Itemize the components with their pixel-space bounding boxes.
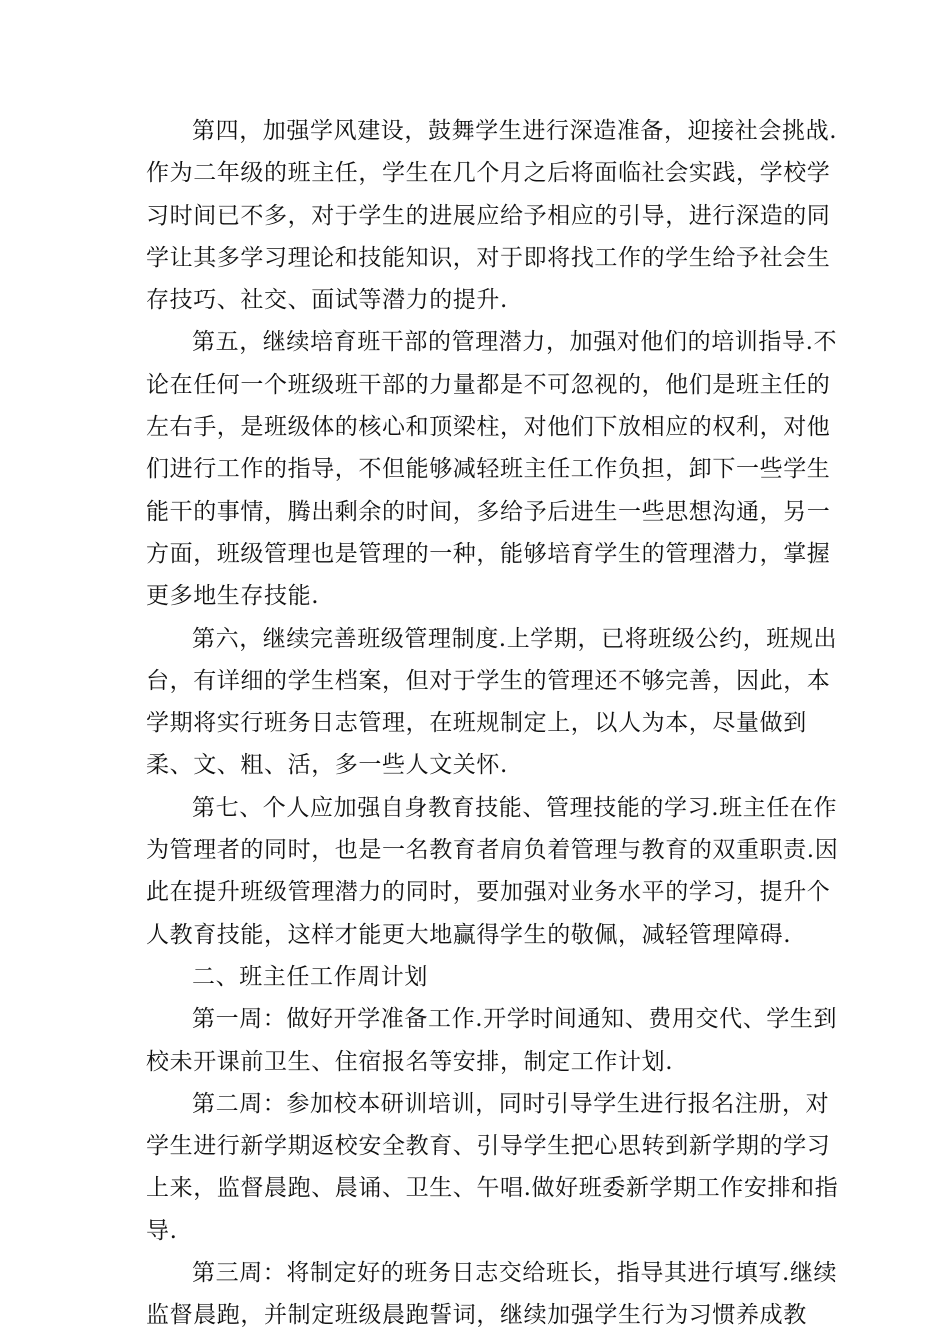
text-line: 存技巧、社交、面试等潜力的提升. [146,287,508,314]
text-line: 第二周：参加校本研训培训，同时引导学生进行报名注册，对 [192,1090,830,1117]
text-line: 更多地生存技能. [146,583,320,610]
text-line: 为管理者的同时，也是一名教育者肩负着管理与教育的双重职责.因 [146,837,839,864]
text-line: 学生进行新学期返校安全教育、引导学生把心思转到新学期的学习 [146,1133,831,1160]
text-line: 论在任何一个班级班干部的力量都是不可忽视的，他们是班主任的 [146,371,831,398]
text-line: 校未开课前卫生、住宿报名等安排，制定工作计划. [146,1048,674,1075]
text-line: 柔、文、粗、活，多一些人文关怀. [146,752,508,779]
text-line: 作为二年级的班主任，学生在几个月之后将面临社会实践，学校学 [146,160,831,187]
text-line: 习时间已不多，对于学生的进展应给予相应的引导，进行深造的同 [146,202,831,229]
text-line: 第一周：做好开学准备工作.开学时间通知、费用交代、学生到 [192,1006,838,1033]
text-line: 第七、个人应加强自身教育技能、管理技能的学习.班主任在作 [192,794,838,821]
text-line: 第三周：将制定好的班务日志交给班长，指导其进行填写.继续 [192,1260,838,1287]
text-line: 上来，监督晨跑、晨诵、卫生、午唱.做好班委新学期工作安排和指 [146,1175,839,1202]
text-line: 此在提升班级管理潜力的同时，要加强对业务水平的学习，提升个 [146,879,831,906]
text-line: 台，有详细的学生档案，但对于学生的管理还不够完善，因此，本 [146,667,831,694]
text-line: 学让其多学习理论和技能知识，对于即将找工作的学生给予社会生 [146,244,831,271]
text-line: 第五，继续培育班干部的管理潜力，加强对他们的培训指导.不 [192,329,838,356]
text-line: 第四，加强学风建设，鼓舞学生进行深造准备，迎接社会挑战. [192,118,838,144]
text-line: 左右手，是班级体的核心和顶梁柱，对他们下放相应的权利，对他 [146,414,831,441]
text-line: 监督晨跑，并制定班级晨跑誓词，继续加强学生行为习惯养成教 [146,1302,807,1329]
text-line: 学期将实行班务日志管理，在班规制定上，以人为本，尽量做到 [146,710,807,737]
document-body [146,110,839,1337]
text-line: 人教育技能，这样才能更大地赢得学生的敬佩，减轻管理障碍. [146,921,792,948]
text-line: 导. [146,1217,178,1244]
text-line: 们进行工作的指导，不但能够减轻班主任工作负担，卸下一些学生 [146,456,831,483]
text-line: 二、班主任工作周计划 [192,963,428,990]
text-line: 能干的事情，腾出剩余的时间，多给予后进生一些思想沟通，另一 [146,498,831,525]
text-line: 第六，继续完善班级管理制度.上学期，已将班级公约，班规出 [192,625,838,652]
text-line: 方面，班级管理也是管理的一种，能够培育学生的管理潜力，掌握 [146,540,831,567]
